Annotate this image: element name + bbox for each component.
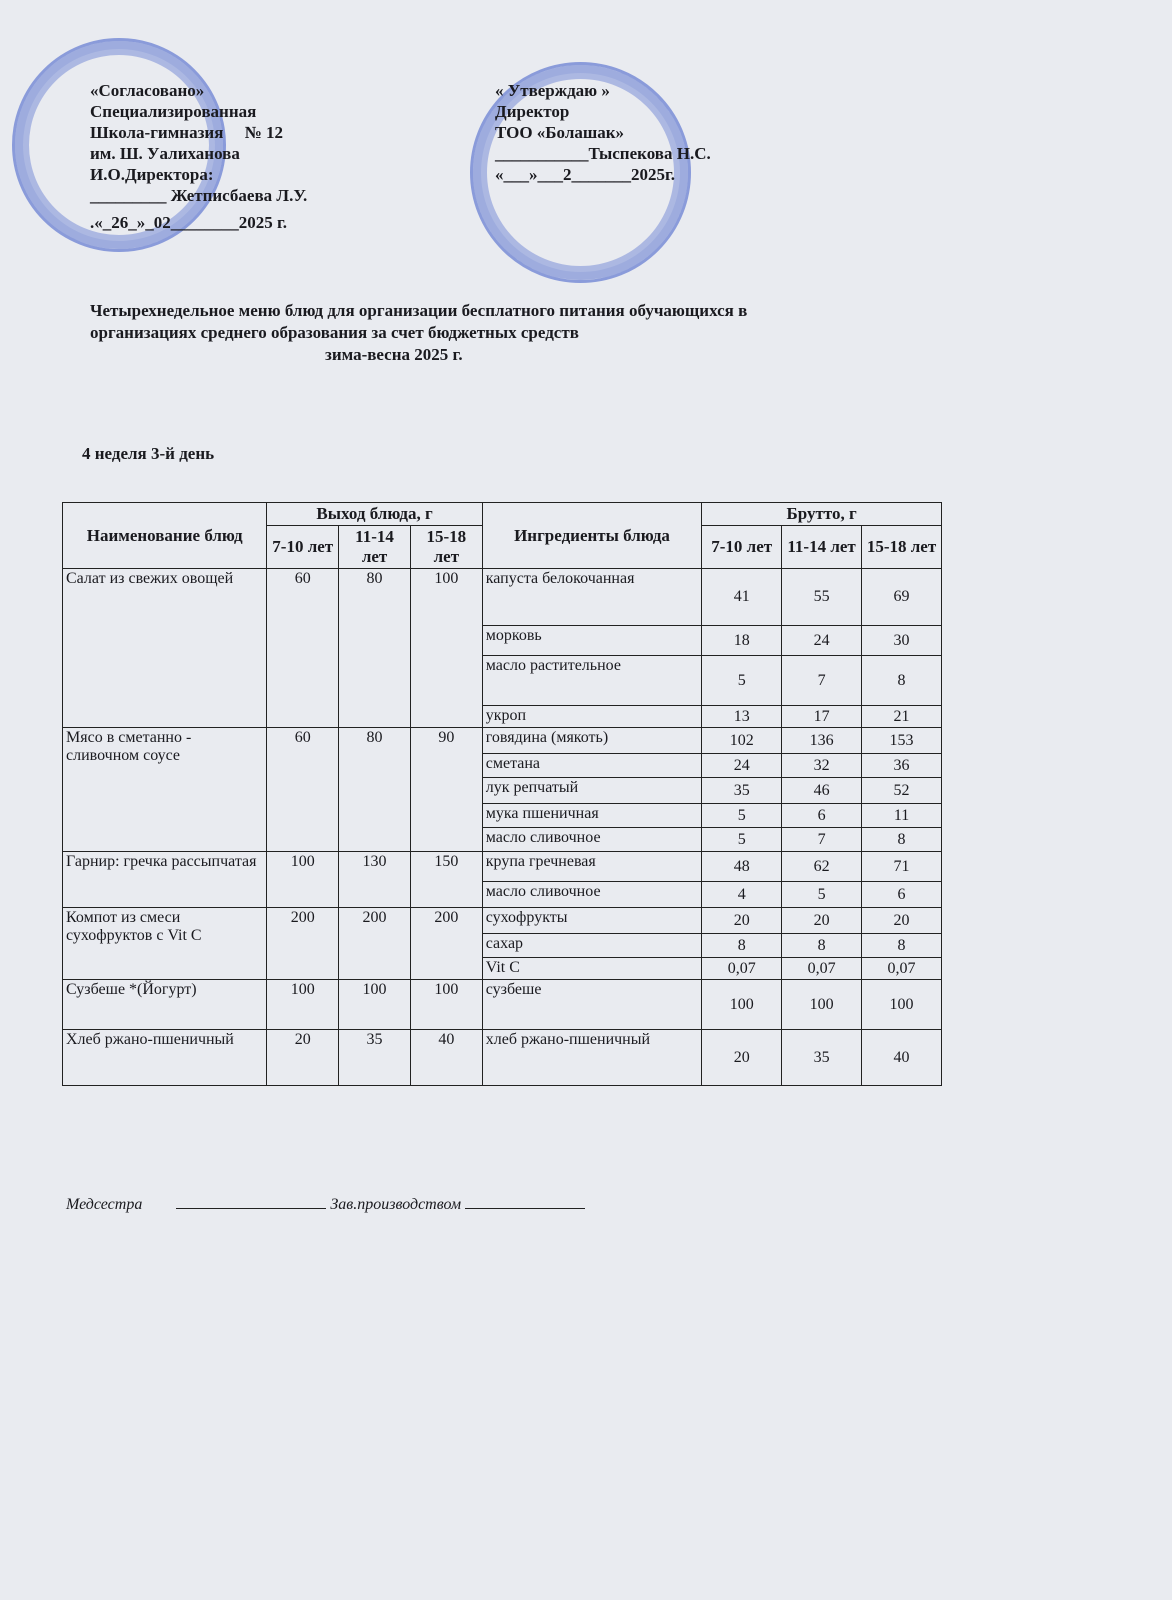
dish-name: Салат из свежих овощей <box>63 569 267 728</box>
ingredient-brutto: 5 <box>702 828 782 852</box>
header-brutto: Брутто, г <box>702 503 942 526</box>
ingredient-brutto: 136 <box>782 728 862 754</box>
ingredient-brutto: 41 <box>702 569 782 626</box>
ingredient-brutto: 6 <box>782 804 862 828</box>
approved-label: «Согласовано» <box>90 81 205 100</box>
ingredient-brutto: 100 <box>702 980 782 1030</box>
nurse-signature <box>176 1208 326 1209</box>
dish-yield: 35 <box>339 1030 411 1086</box>
dish-yield: 100 <box>267 852 339 908</box>
ingredient-brutto: 5 <box>702 656 782 706</box>
dish-yield: 80 <box>339 569 411 728</box>
ingredient-brutto: 8 <box>782 934 862 958</box>
dish-name: Мясо в сметанно - сливочном соусе <box>63 728 267 852</box>
ingredient-name: масло растительное <box>482 656 701 706</box>
signature-line: _________ Жетписбаева Л.У. <box>90 186 308 205</box>
title-line: зима-весна 2025 г. <box>325 345 463 364</box>
table-row <box>63 852 942 882</box>
table-row <box>63 908 942 934</box>
dish-name: Компот из смеси сухофруктов с Vit C <box>63 908 267 980</box>
approval-right <box>495 80 711 185</box>
table-row <box>63 980 942 1030</box>
dish-yield: 60 <box>267 728 339 852</box>
ingredient-name: сузбеше <box>482 980 701 1030</box>
ingredient-brutto: 0,07 <box>782 958 862 980</box>
ingredient-brutto: 24 <box>702 754 782 778</box>
ingredient-brutto: 100 <box>862 980 942 1030</box>
dish-yield: 200 <box>339 908 411 980</box>
nurse-label: Медсестра <box>66 1196 143 1213</box>
header-name: Наименование блюд <box>63 503 267 569</box>
dish-yield: 100 <box>267 980 339 1030</box>
ingredient-brutto: 8 <box>702 934 782 958</box>
brutto-age-header: 11-14 лет <box>782 526 862 569</box>
ingredient-brutto: 100 <box>782 980 862 1030</box>
org-line: Специализированная <box>90 102 257 121</box>
ingredient-brutto: 6 <box>862 882 942 908</box>
ingredient-name: хлеб ржано-пшеничный <box>482 1030 701 1086</box>
ingredient-brutto: 8 <box>862 656 942 706</box>
table-row <box>63 569 942 626</box>
ingredient-name: масло сливочное <box>482 828 701 852</box>
ingredient-brutto: 52 <box>862 778 942 804</box>
ingredient-brutto: 13 <box>702 706 782 728</box>
ingredient-brutto: 21 <box>862 706 942 728</box>
ingredient-name: Vit C <box>482 958 701 980</box>
ingredient-brutto: 30 <box>862 626 942 656</box>
org-line: ТОО «Болашак» <box>495 123 625 142</box>
position-line: И.О.Директора: <box>90 165 214 184</box>
dish-yield: 20 <box>267 1030 339 1086</box>
header-yield: Выход блюда, г <box>267 503 482 526</box>
dish-yield: 200 <box>267 908 339 980</box>
ingredient-name: говядина (мякоть) <box>482 728 701 754</box>
approve-label: « Утверждаю » <box>495 81 610 100</box>
dish-yield: 100 <box>339 980 411 1030</box>
ingredient-brutto: 62 <box>782 852 862 882</box>
ingredient-brutto: 20 <box>702 908 782 934</box>
ingredient-brutto: 11 <box>862 804 942 828</box>
ingredient-brutto: 102 <box>702 728 782 754</box>
ingredient-name: сахар <box>482 934 701 958</box>
ingredient-brutto: 5 <box>702 804 782 828</box>
dish-yield: 200 <box>410 908 482 980</box>
ingredient-name: масло сливочное <box>482 882 701 908</box>
dish-yield: 100 <box>410 980 482 1030</box>
ingredient-brutto: 36 <box>862 754 942 778</box>
dish-yield: 60 <box>267 569 339 728</box>
dish-name: Гарнир: гречка рассыпчатая <box>63 852 267 908</box>
menu-table <box>62 502 942 1086</box>
ingredient-brutto: 24 <box>782 626 862 656</box>
approval-left <box>90 80 307 233</box>
date-line: «___»___2_______2025г. <box>495 165 676 184</box>
table-row <box>63 728 942 754</box>
ingredient-brutto: 0,07 <box>702 958 782 980</box>
ingredient-brutto: 8 <box>862 828 942 852</box>
ingredient-brutto: 48 <box>702 852 782 882</box>
ingredient-brutto: 20 <box>702 1030 782 1086</box>
ingredient-brutto: 17 <box>782 706 862 728</box>
ingredient-brutto: 20 <box>862 908 942 934</box>
yield-age-header: 15-18 лет <box>410 526 482 569</box>
ingredient-brutto: 18 <box>702 626 782 656</box>
dish-yield: 90 <box>410 728 482 852</box>
ingredient-brutto: 153 <box>862 728 942 754</box>
title-line: организациях среднего образования за счет бюджетных средств <box>90 323 579 342</box>
ingredient-name: крупа гречневая <box>482 852 701 882</box>
week-day: 4 неделя 3-й день <box>82 444 215 463</box>
dish-name: Сузбеше *(Йогурт) <box>63 980 267 1030</box>
ingredient-brutto: 5 <box>782 882 862 908</box>
ingredient-brutto: 35 <box>782 1030 862 1086</box>
ingredient-name: сметана <box>482 754 701 778</box>
document-title <box>90 300 990 366</box>
ingredient-brutto: 4 <box>702 882 782 908</box>
ingredient-name: лук репчатый <box>482 778 701 804</box>
dish-yield: 100 <box>410 569 482 728</box>
signatures <box>66 1196 585 1214</box>
ingredient-brutto: 0,07 <box>862 958 942 980</box>
ingredient-brutto: 20 <box>782 908 862 934</box>
ingredient-brutto: 32 <box>782 754 862 778</box>
dish-yield: 40 <box>410 1030 482 1086</box>
ingredient-brutto: 71 <box>862 852 942 882</box>
table-row <box>63 1030 942 1086</box>
dish-name: Хлеб ржано-пшеничный <box>63 1030 267 1086</box>
ingredient-brutto: 8 <box>862 934 942 958</box>
ingredient-brutto: 46 <box>782 778 862 804</box>
org-line: им. Ш. Уалиханова <box>90 144 240 163</box>
position-line: Директор <box>495 102 570 121</box>
org-line: Школа-гимназия № 12 <box>90 123 284 142</box>
ingredient-name: сухофрукты <box>482 908 701 934</box>
header-ingredients: Ингредиенты блюда <box>482 503 701 569</box>
ingredient-brutto: 40 <box>862 1030 942 1086</box>
title-line: Четырехнедельное меню блюд для организации бесплатного питания обучающихся в <box>90 301 748 320</box>
dish-yield: 150 <box>410 852 482 908</box>
production-signature <box>465 1208 585 1209</box>
ingredient-name: капуста белокочанная <box>482 569 701 626</box>
yield-age-header: 7-10 лет <box>267 526 339 569</box>
ingredient-name: мука пшеничная <box>482 804 701 828</box>
ingredient-brutto: 55 <box>782 569 862 626</box>
brutto-age-header: 15-18 лет <box>862 526 942 569</box>
ingredient-brutto: 35 <box>702 778 782 804</box>
ingredient-name: укроп <box>482 706 701 728</box>
dish-yield: 130 <box>339 852 411 908</box>
dish-yield: 80 <box>339 728 411 852</box>
production-label: Зав.производством <box>330 1196 462 1213</box>
ingredient-name: морковь <box>482 626 701 656</box>
date-line: .«_26_»_02________2025 г. <box>90 213 288 232</box>
brutto-age-header: 7-10 лет <box>702 526 782 569</box>
ingredient-brutto: 7 <box>782 828 862 852</box>
ingredient-brutto: 7 <box>782 656 862 706</box>
yield-age-header: 11-14 лет <box>339 526 411 569</box>
ingredient-brutto: 69 <box>862 569 942 626</box>
signature-line: ___________Тыспекова Н.С. <box>495 144 711 163</box>
